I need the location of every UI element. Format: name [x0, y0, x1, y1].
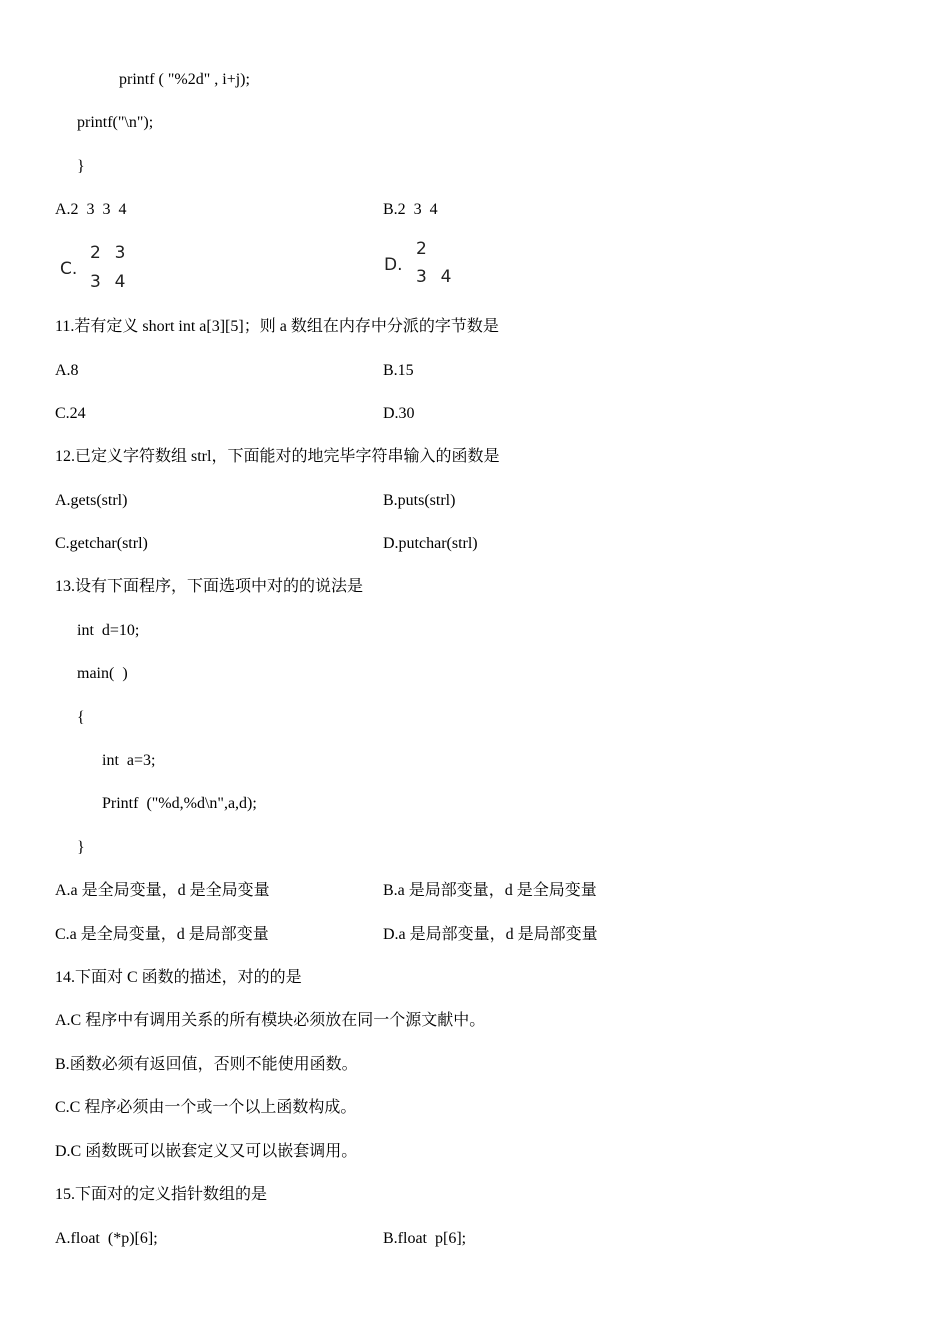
q11-option-c: C.24 [55, 405, 86, 422]
q10-option-d-label: D. [384, 255, 403, 275]
q10-option-c-row2: 3 4 [90, 272, 127, 292]
q14-option-d: D.C 函数既可以嵌套定义又可以嵌套调用。 [55, 1143, 358, 1160]
q10-option-d-row1: 2 [416, 239, 428, 259]
q12-stem: 12.已定义字符数组 strl，下面能对的地完毕字符串输入的函数是 [55, 448, 500, 465]
q12-option-b: B.puts(strl) [383, 492, 456, 509]
q14-option-b: B.函数必须有返回值，否则不能使用函数。 [55, 1056, 358, 1073]
q11-option-d: D.30 [383, 405, 415, 422]
q15-option-a: A.float (*p)[6]; [55, 1230, 158, 1247]
q13-option-d: D.a 是局部变量，d 是局部变量 [383, 926, 598, 943]
code-line-printf-2d: printf ( "%2d" , i+j); [119, 71, 250, 88]
q10-option-d [384, 238, 464, 292]
q10-option-c [60, 242, 140, 294]
q13-option-c: C.a 是全局变量，d 是局部变量 [55, 926, 269, 943]
q13-option-a: A.a 是全局变量，d 是全局变量 [55, 882, 270, 899]
q12-option-a: A.gets(strl) [55, 492, 128, 509]
q15-stem: 15.下面对的定义指针数组的是 [55, 1186, 268, 1203]
q13-code-line: main( ) [77, 665, 128, 682]
code-line-printf-newline: printf("\n"); [77, 114, 154, 131]
q12-option-c: C.getchar(strl) [55, 535, 148, 552]
q11-option-b: B.15 [383, 362, 414, 379]
q13-code-line: int d=10; [77, 622, 140, 639]
q10-option-c-row1: 2 3 [90, 243, 127, 263]
q13-code-line: int a=3; [102, 752, 156, 769]
q10-option-c-label: C. [60, 259, 78, 279]
q14-option-c: C.C 程序必须由一个或一个以上函数构成。 [55, 1099, 357, 1116]
q11-option-a: A.8 [55, 362, 79, 379]
q13-stem: 13.设有下面程序，下面选项中对的的说法是 [55, 578, 364, 595]
q14-stem: 14.下面对 C 函数的描述，对的的是 [55, 969, 302, 986]
q13-code-line: { [77, 709, 85, 726]
q13-code-line: } [77, 839, 85, 856]
code-line-close-brace: } [77, 158, 85, 175]
q15-option-b: B.float p[6]; [383, 1230, 467, 1247]
q10-option-b: B.2 3 4 [383, 201, 438, 218]
q13-code-line: Printf ("%d,%d\n",a,d); [102, 795, 257, 812]
q14-option-a: A.C 程序中有调用关系的所有模块必须放在同一个源文献中。 [55, 1012, 486, 1029]
q11-stem: 11.若有定义 short int a[3][5]；则 a 数组在内存中分派的字节数是 [55, 318, 499, 335]
q13-option-b: B.a 是局部变量，d 是全局变量 [383, 882, 597, 899]
q12-option-d: D.putchar(strl) [383, 535, 478, 552]
q10-option-d-row2: 3 4 [416, 267, 453, 287]
q10-option-a: A.2 3 3 4 [55, 201, 127, 218]
